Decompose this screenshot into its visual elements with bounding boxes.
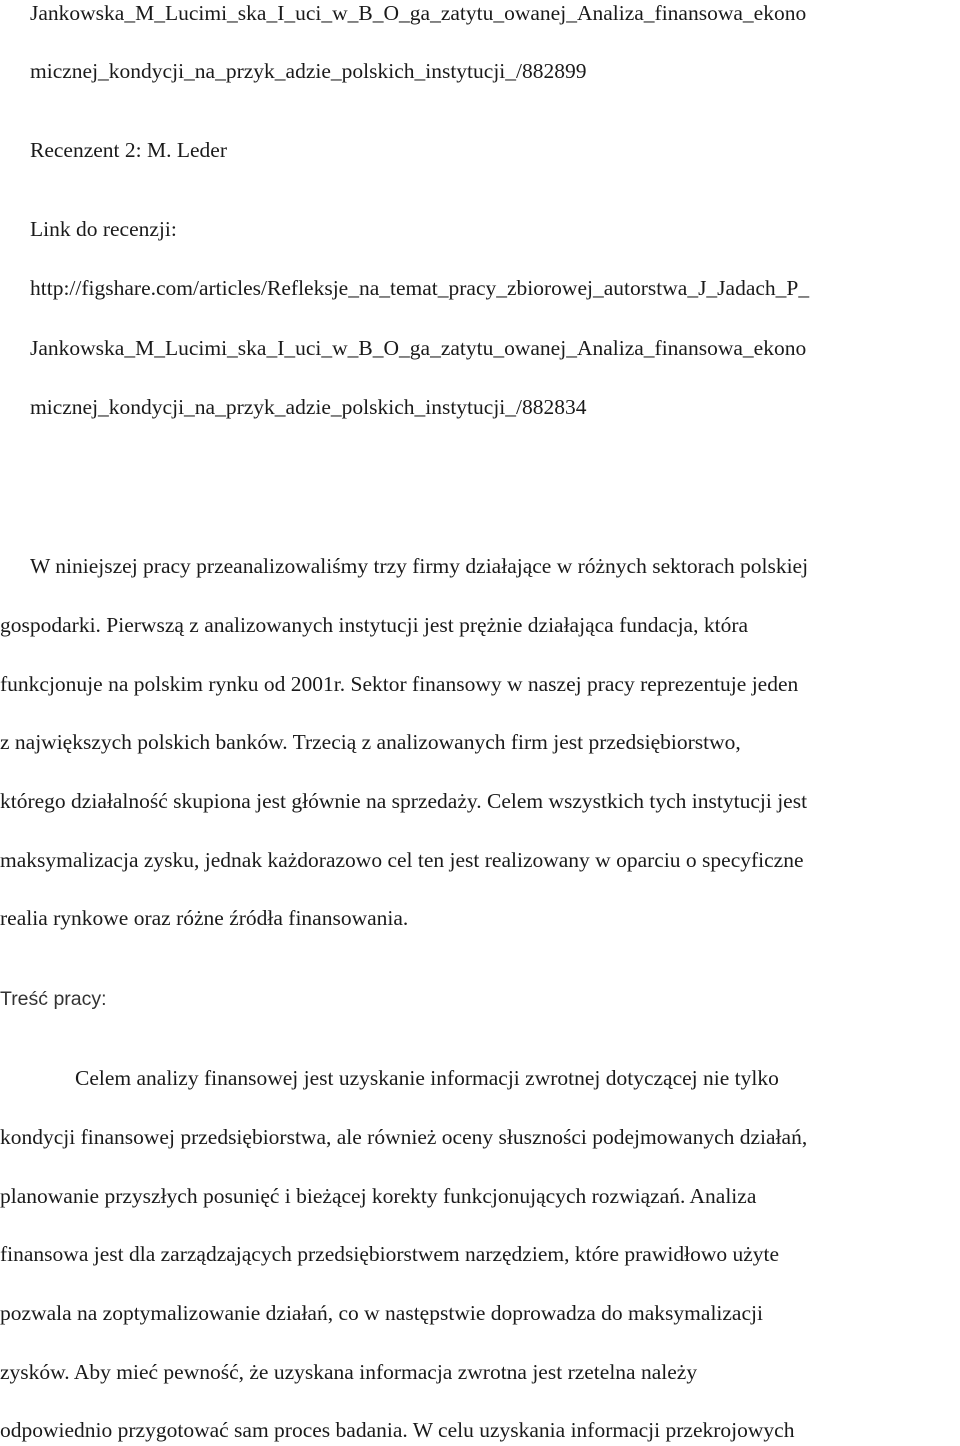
review1-url-line-1[interactable]: Jankowska_M_Lucimi_ska_I_uci_w_B_O_ga_zatytu_owanej_Analiza_finansowa_ekono: [30, 1, 807, 25]
review2-url-line-3[interactable]: micznej_kondycji_na_przyk_adzie_polskich_instytucji_/882834: [30, 395, 587, 419]
review2-url-line-2[interactable]: Jankowska_M_Lucimi_ska_I_uci_w_B_O_ga_zatytu_owanej_Analiza_finansowa_ekono: [30, 336, 807, 360]
abstract-line: którego działalność skupiona jest głównie na sprzedaży. Celem wszystkich tych instytucji jest: [0, 789, 808, 813]
content-line: finansowa jest dla zarządzających przedsiębiorstwem narzędziem, które prawidłowo użyte: [0, 1242, 780, 1266]
content-line: pozwala na zoptymalizowanie działań, co w następstwie doprowadza do maksymalizacji: [0, 1301, 763, 1325]
content-line: odpowiednio przygotować sam proces badania. W celu uzyskania informacji przekrojowych: [0, 1418, 795, 1442]
abstract-line: funkcjonuje na polskim rynku od 2001r. Sektor finansowy w naszej pracy reprezentuje jeden: [0, 672, 799, 696]
abstract-line: z największych polskich banków. Trzecią z analizowanych firm jest przedsiębiorstwo,: [0, 730, 741, 754]
content-line: planowanie przyszłych posunięć i bieżącej korekty funkcjonujących rozwiązań. Analiza: [0, 1184, 757, 1208]
content-line: zysków. Aby mieć pewność, że uzyskana informacja zwrotna jest rzetelna należy: [0, 1360, 698, 1384]
content-line: Celem analizy finansowej jest uzyskanie informacji zwrotnej dotyczącej nie tylko: [75, 1066, 779, 1090]
abstract-line: realia rynkowe oraz różne źródła finansowania.: [0, 906, 409, 930]
abstract-line: maksymalizacja zysku, jednak każdorazowo cel ten jest realizowany w oparciu o specyficzne: [0, 848, 804, 872]
review1-url-line-2[interactable]: micznej_kondycji_na_przyk_adzie_polskich_instytucji_/882899: [30, 59, 587, 83]
content-label: Treść pracy:: [0, 988, 107, 1010]
abstract-line: W niniejszej pracy przeanalizowaliśmy trzy firmy działające w różnych sektorach polskiej: [30, 554, 809, 578]
content-line: kondycji finansowej przedsiębiorstwa, ale również oceny słuszności podejmowanych działań,: [0, 1125, 808, 1149]
review2-url-line-1[interactable]: http://figshare.com/articles/Refleksje_na_temat_pracy_zbiorowej_autorstwa_J_Jadach_P_: [30, 276, 810, 300]
review-link-label: Link do recenzji:: [30, 217, 177, 241]
reviewer-2-heading: Recenzent 2: M. Leder: [30, 138, 227, 162]
abstract-line: gospodarki. Pierwszą z analizowanych instytucji jest prężnie działająca fundacja, która: [0, 613, 749, 637]
